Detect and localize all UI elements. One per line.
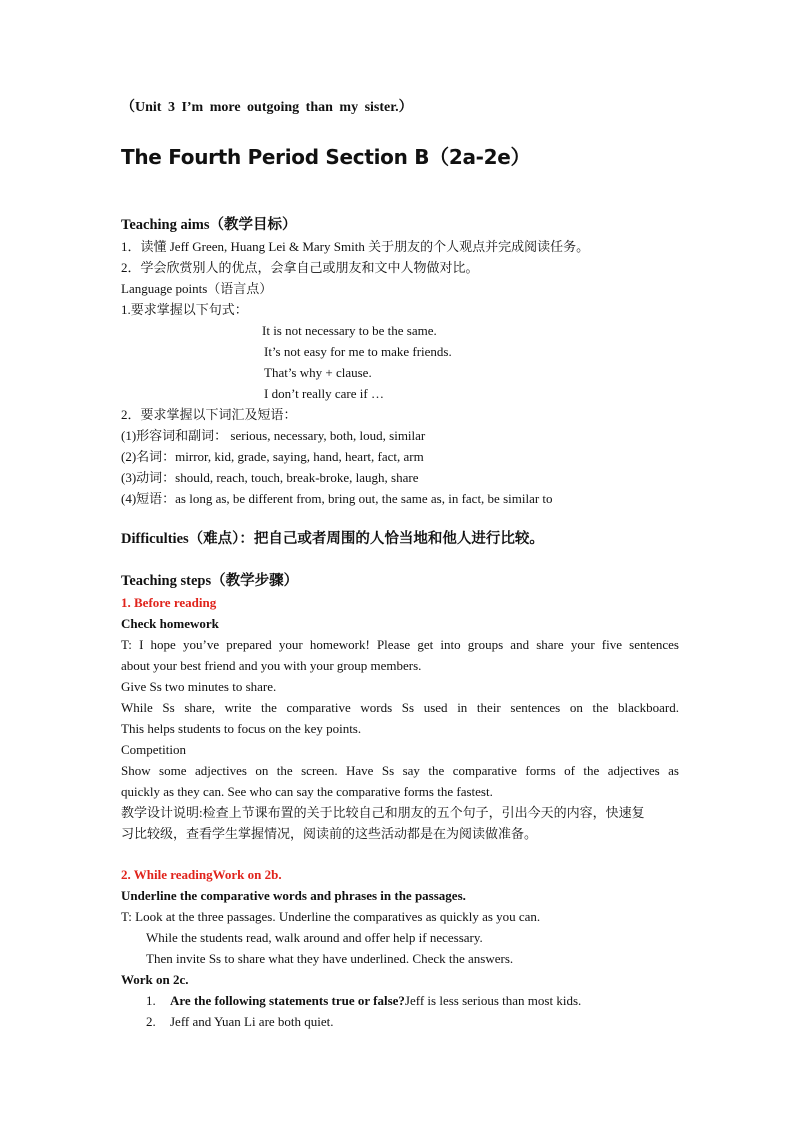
aims-item-1: 1．读懂 Jeff Green, Huang Lei & Mary Smith 关于朋友的个人观点并完成阅读任务。 — [121, 239, 590, 254]
work-2c-heading: Work on 2c. — [121, 972, 189, 987]
vocab-item: (1)形容词和副词： serious, necessary, both, loud, similar — [121, 428, 426, 443]
paragraph-line: While Ss share, write the comparative words Ss used in their sentences on the blackboard. — [121, 700, 679, 715]
sentence-pattern: It’s not easy for me to make friends. — [264, 344, 452, 359]
paragraph-line: T: Look at the three passages. Underline the comparatives as quickly as you can. — [121, 909, 541, 924]
list-number: 1. — [146, 993, 156, 1008]
list-item: Jeff and Yuan Li are both quiet. — [170, 1014, 334, 1029]
competition-label: Competition — [121, 742, 186, 757]
aims-item-2: 2．学会欣赏别人的优点，会拿自己或朋友和文中人物做对比。 — [121, 260, 479, 275]
teaching-aims-heading: Teaching aims（教学目标） — [121, 217, 297, 233]
difficulties-heading: Difficulties（难点）：把自己或者周围的人恰当地和他人进行比较。 — [121, 531, 544, 547]
vocab-label: 2．要求掌握以下词汇及短语： — [121, 407, 297, 422]
underline-instruction: Underline the comparative words and phrases in the passages. — [121, 888, 466, 903]
design-note-line: 习比较级，查看学生掌握情况，阅读前的这些活动都是在为阅读做准备。 — [121, 826, 538, 841]
paragraph-line: Then invite Ss to share what they have underlined. Check the answers. — [146, 951, 514, 966]
paragraph-line: Show some adjectives on the screen. Have Ss say the comparative forms of the adjectives as — [121, 763, 679, 778]
paragraph-line: about your best friend and you with your group members. — [121, 658, 422, 673]
vocab-item: (2)名词：mirror, kid, grade, saying, hand, heart, fact, arm — [121, 449, 424, 464]
paragraph-line: quickly as they can. See who can say the comparative forms the fastest. — [121, 784, 493, 799]
sentence-pattern: I don’t really care if … — [264, 386, 384, 401]
language-points-label: Language points（语言点） — [121, 281, 273, 296]
design-note-line: 教学设计说明:检查上节课布置的关于比较自己和朋友的五个句子，引出今天的内容，快速复 — [121, 805, 645, 820]
list-number: 2. — [146, 1014, 156, 1029]
unit-subtitle: （Unit 3 I’m more outgoing than my sister.） — [121, 100, 413, 115]
while-reading-heading: 2. While readingWork on 2b. — [121, 867, 282, 882]
question-bold: Are the following statements true or false? — [170, 993, 405, 1008]
page-title: The Fourth Period Section B（2a-2e） — [121, 145, 531, 169]
sentence-patterns-label: 1.要求掌握以下句式： — [121, 302, 248, 317]
paragraph-line: Give Ss two minutes to share. — [121, 679, 277, 694]
vocab-item: (4)短语：as long as, be different from, bring out, the same as, in fact, be similar to — [121, 491, 553, 506]
teaching-steps-heading: Teaching steps（教学步骤） — [121, 573, 299, 589]
paragraph-line: T: I hope you’ve prepared your homework! Please get into groups and share your five sentences — [121, 637, 679, 652]
paragraph-line: While the students read, walk around and offer help if necessary. — [146, 930, 483, 945]
vocab-item: (3)动词：should, reach, touch, break-broke, laugh, share — [121, 470, 419, 485]
check-homework-heading: Check homework — [121, 616, 219, 631]
sentence-pattern: That’s why + clause. — [264, 365, 372, 380]
sentence-pattern: It is not necessary to be the same. — [262, 323, 437, 338]
question-text: Jeff is less serious than most kids. — [404, 993, 582, 1008]
paragraph-line: This helps students to focus on the key points. — [121, 721, 362, 736]
list-item — [170, 992, 581, 1009]
before-reading-heading: 1. Before reading — [121, 595, 217, 610]
